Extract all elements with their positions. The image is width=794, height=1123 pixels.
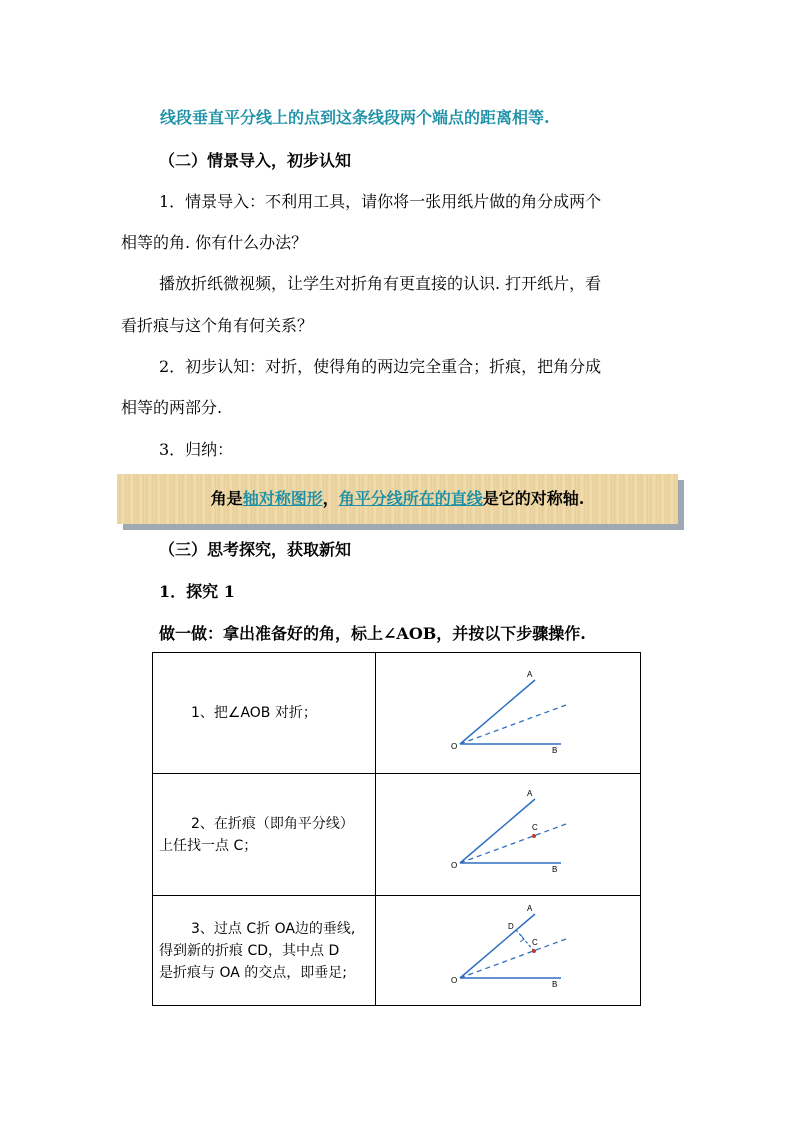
right-angle-mark: [520, 934, 524, 942]
section3-sub: 1．探究 1: [159, 582, 235, 601]
p2-line2: 看折痕与这个角有何关系？: [121, 316, 314, 335]
label-a: A: [527, 904, 533, 913]
summary-banner: [117, 474, 678, 524]
label-a: A: [527, 670, 533, 679]
banner-prefix: 角是: [210, 489, 243, 508]
p3-line1: 2．初步认知：对折，使得角的两边完全重合；折痕，把角分成: [159, 357, 602, 376]
step1-line1: 1、把∠AOB 对折；: [191, 705, 317, 721]
label-o: O: [451, 861, 458, 870]
step3-figure-cell: [376, 896, 641, 1006]
step3-line2: 得到新的折痕 CD，其中点 D: [159, 942, 340, 959]
section3-instruction: 做一做：拿出准备好的角，标上∠AOB，并按以下步骤操作.: [159, 624, 586, 643]
point-c: [532, 949, 536, 953]
p4: 3．归纳：: [159, 440, 234, 459]
label-b: B: [552, 980, 558, 989]
step2-text-cell: [153, 774, 376, 896]
p3-line2: 相等的两部分.: [121, 398, 223, 417]
label-o: O: [451, 976, 458, 985]
step1-figure: [376, 653, 640, 769]
label-d: D: [508, 922, 514, 931]
step1-figure-cell: [376, 653, 641, 774]
banner-text: [117, 489, 678, 509]
step1-text-cell: [153, 653, 376, 774]
point-c: [532, 834, 536, 838]
step2-line1: 2、在折痕（即角平分线）: [191, 815, 354, 832]
p1-line1: 1．情景导入：不利用工具，请你将一张用纸片做的角分成两个: [159, 192, 602, 211]
label-b: B: [552, 865, 558, 874]
step2-figure: [376, 774, 640, 891]
section2-heading: （二）情景导入，初步认知: [159, 151, 352, 170]
step2-figure-cell: [376, 774, 641, 896]
step3-figure: [376, 896, 640, 1001]
ray-oa: [460, 914, 535, 978]
label-c: C: [532, 823, 538, 832]
label-b: B: [552, 746, 558, 755]
p2-line1: 播放折纸微视频，让学生对折角有更直接的认识. 打开纸片，看: [159, 274, 602, 293]
step-row: [153, 896, 641, 1006]
link-axisymmetric-figure[interactable]: 轴对称图形: [242, 489, 323, 508]
link-angle-bisector-line[interactable]: 角平分线所在的直线: [338, 489, 483, 508]
section3-heading: （三）思考探究，获取新知: [159, 540, 352, 559]
step3-line3: 是折痕与 OA 的交点，即垂足;: [159, 964, 347, 981]
p1-line2: 相等的角. 你有什么办法？: [121, 233, 308, 252]
step3-line1: 3、过点 C折 OA边的垂线,: [191, 920, 356, 937]
fold-line: [460, 705, 566, 744]
fold-line: [460, 824, 566, 863]
fold-line: [460, 939, 566, 978]
label-a: A: [527, 789, 533, 798]
step3-text-cell: [153, 896, 376, 1006]
banner-suffix: 是它的对称轴.: [482, 489, 585, 508]
steps-table: [152, 652, 641, 1006]
banner-comma: ，: [322, 489, 339, 508]
label-o: O: [451, 742, 458, 751]
ray-oa: [460, 680, 535, 744]
step-row: [153, 653, 641, 774]
label-c: C: [532, 938, 538, 947]
theorem-line: 线段垂直平分线上的点到这条线段两个端点的距离相等.: [160, 108, 550, 127]
ray-oa: [460, 799, 535, 863]
step2-line2: 上任找一点 C；: [159, 837, 258, 854]
step-row: [153, 774, 641, 896]
